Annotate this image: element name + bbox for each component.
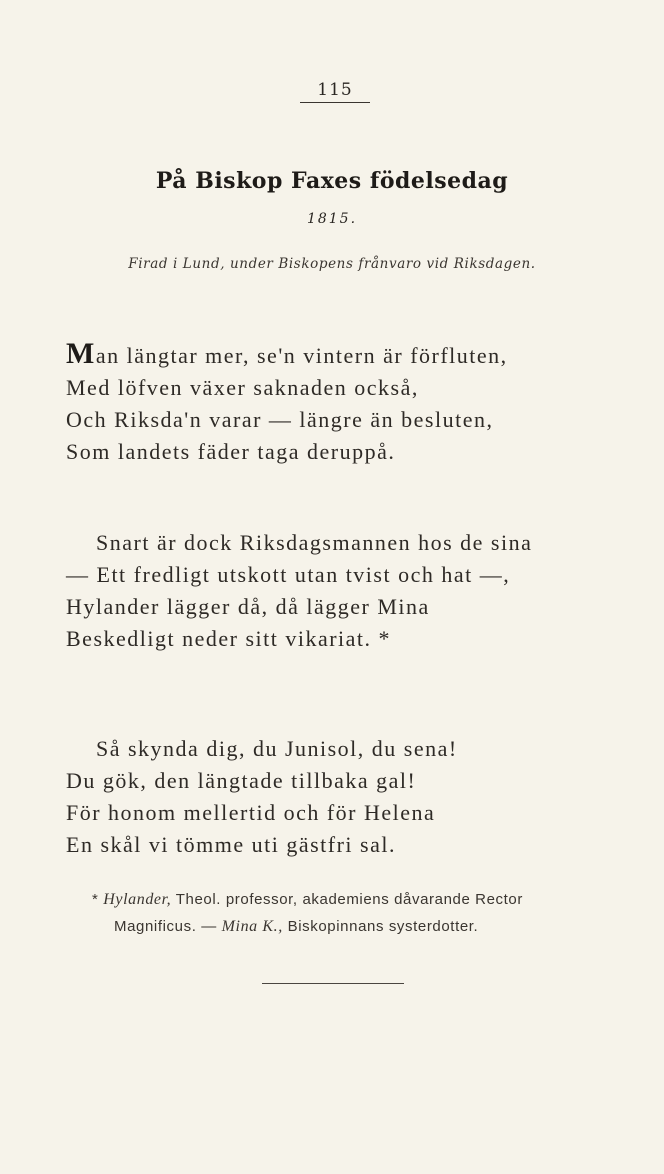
stanza-2-line-4: Beskedligt neder sitt vikariat. *	[66, 626, 392, 651]
stanza-2	[66, 527, 656, 655]
stanza-3-line-3: För honom mellertid och för Helena	[66, 800, 436, 825]
footnote-text-3: Biskopinnans systerdotter.	[282, 918, 479, 935]
footnote-marker: *	[92, 891, 99, 908]
stanza-1-line-1	[66, 338, 626, 372]
stanza-1-line-1-text: an längtar mer, se'n vintern är förfluten,	[95, 343, 508, 368]
stanza-2-line-3: Hylander lägger då, då lägger Mina	[66, 594, 430, 619]
drop-cap: M	[66, 337, 96, 370]
footnote-name-hylander: Hylander,	[103, 891, 172, 908]
footnote-text-1: Theol. professor, akademiens dåvarande Rector	[171, 891, 523, 908]
poem-title: På Biskop Faxes födelsedag	[155, 168, 509, 194]
bottom-rule	[262, 983, 404, 984]
poem-subtitle: Firad i Lund, under Biskopens frånvaro vid Riksdagen.	[128, 256, 536, 272]
footnote-line-2	[114, 913, 632, 940]
stanza-2-line-2: — Ett fredligt utskott utan tvist och hat —,	[66, 562, 511, 587]
stanza-1-line-3: Och Riksda'n varar — längre än besluten,	[66, 407, 494, 432]
stanza-1	[66, 338, 626, 468]
page-number: 115	[317, 80, 353, 100]
page-number-rule	[300, 102, 370, 103]
footnote-name-mina: Mina K.,	[221, 918, 283, 935]
stanza-3-line-1: Så skynda dig, du Junisol, du sena!	[96, 736, 458, 761]
stanza-3-line-4: En skål vi tömme uti gästfri sal.	[66, 832, 396, 857]
stanza-2-line-1: Snart är dock Riksdagsmannen hos de sina	[96, 530, 533, 555]
footnote-text-2: Magnificus. —	[114, 918, 222, 935]
poem-year: 1815.	[306, 211, 358, 227]
stanza-1-line-2: Med löfven växer saknaden också,	[66, 375, 419, 400]
footnote-line-1	[92, 886, 632, 913]
stanza-3	[66, 733, 656, 861]
stanza-1-line-4: Som landets fäder taga deruppå.	[66, 439, 396, 464]
stanza-3-line-2: Du gök, den längtade tillbaka gal!	[66, 768, 417, 793]
footnote	[92, 886, 632, 940]
